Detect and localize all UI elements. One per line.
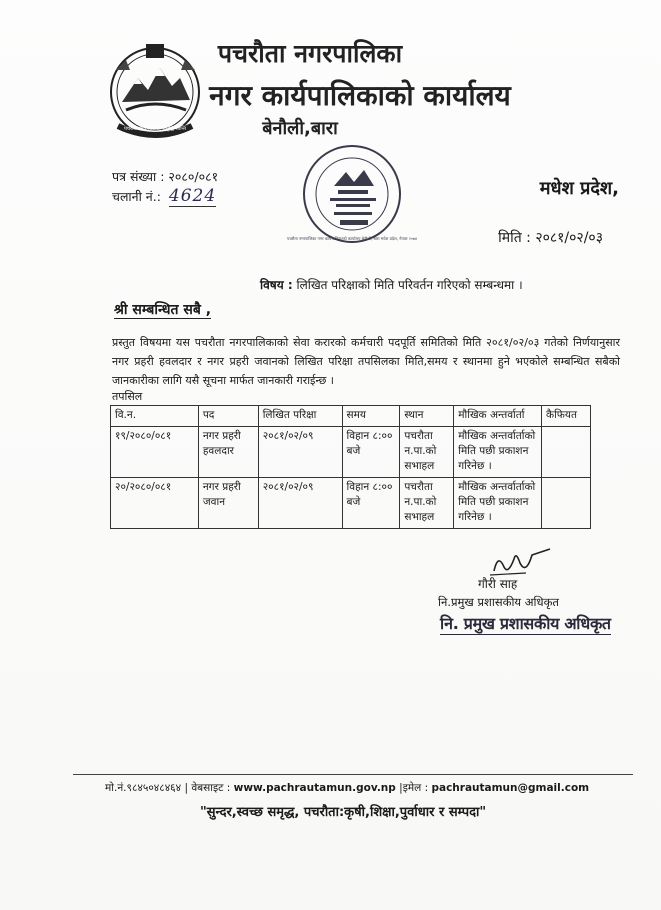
footer-email-label: इमेल : (402, 782, 429, 794)
table-cell: पचरौता न.पा.को सभाहल (400, 427, 454, 478)
table-cell: पचरौता न.पा.को सभाहल (400, 478, 454, 529)
col-header: वि.न. (111, 406, 199, 427)
exam-schedule-table (110, 405, 591, 529)
table-cell: १९/२०८०/०८१ (111, 427, 199, 478)
footer-divider (73, 774, 633, 775)
col-header: स्थान (400, 406, 454, 427)
table-row (111, 478, 591, 529)
table-cell: विहान ८:०० बजे (342, 478, 400, 529)
province-name: मधेश प्रदेश, (539, 178, 619, 199)
subject-label: विषय : (260, 278, 293, 292)
table-cell (542, 478, 591, 529)
patra-label: पत्र संख्या : (112, 169, 165, 184)
letter-date (498, 228, 603, 247)
col-header: कैफियत (542, 406, 591, 427)
body-paragraph: प्रस्तुत विषयमा यस पचरौता नगरपालिकाको सेवा करारको कर्मचारी पदपूर्ति समितिको मिति २०८१/०२/०३ गतेको निर्णयानुसार नगर प्रहरी हवलदार र नगर प्रहरी जवानको लिखित परिक्षा तपसिलका मिति,समय र स्थानमा हुने भएकोले सम्बन्धित सबैको जानकारीका लागि यसै सूचना मार्फत जानकारी गराईन्छ । (112, 336, 620, 387)
table-cell: विहान ८:०० बजे (342, 427, 400, 478)
office-location: बेनौली,बारा (262, 118, 338, 139)
col-header: समय (342, 406, 400, 427)
table-cell: २०८१/०२/०९ (258, 478, 342, 529)
table-row (111, 427, 591, 478)
footer-email: pachrautamun@gmail.com (431, 782, 590, 794)
table-cell: मौखिक अन्तर्वार्ताको मिति पछी प्रकाशन गरिनेछ । (454, 478, 542, 529)
svg-text:पचरौता नगरपालिका नगर कार्यपालि: पचरौता नगरपालिका नगर कार्यपालिकाको कार्यालय बेनौली, बारा मधेश प्रदेश, नेपाल २०७४ (286, 236, 418, 241)
table-cell: नगर प्रहरी हवलदार (198, 427, 258, 478)
municipality-name: पचरौता नगरपालिका (217, 39, 403, 68)
salutation (114, 300, 211, 319)
patra-value: २०८०/०८१ (168, 169, 219, 184)
table-cell (542, 427, 591, 478)
chalani-value: 4624 (168, 186, 217, 206)
table-cell: मौखिक अन्तर्वार्ताको मिति पछी प्रकाशन गरिनेछ । (454, 427, 542, 478)
col-header: लिखित परिक्षा (258, 406, 342, 427)
table-cell: २०/२०८०/०८१ (111, 478, 199, 529)
col-header: पद (198, 406, 258, 427)
footer-website: www.pachrautamun.gov.np (233, 782, 396, 794)
table-cell: २०८१/०२/०९ (258, 427, 342, 478)
date-label: मिति : (498, 230, 531, 246)
handwritten-signature-icon (476, 545, 556, 579)
chalani-number (112, 186, 216, 206)
chalani-label: चलानी नं.: (112, 189, 161, 204)
salutation-text: श्री सम्बन्धित सबै , (114, 302, 212, 318)
footer-motto: "सुन्दर,स्वच्छ समृद्ध, पचरौता:कृषी,शिक्षा,पुर्वाधार र सम्पदा" (200, 805, 487, 820)
table-header-row (111, 406, 591, 427)
svg-text:पचरौता नगरपालिका समृद्धि शान्त: पचरौता नगरपालिका समृद्धि शान्ति (124, 126, 186, 132)
col-header: मौखिक अन्तर्वार्ता (454, 406, 542, 427)
table-cell: नगर प्रहरी जवान (198, 478, 258, 529)
patra-sankhya (112, 168, 218, 185)
subject-line (260, 276, 523, 293)
date-value: २०८१/०२/०३ (535, 230, 603, 246)
subject-text: लिखित परिक्षाको मिति परिवर्तन गरिएको सम्बन्धमा । (296, 278, 523, 292)
official-round-stamp-icon (286, 142, 418, 246)
signatory-title: नि.प्रमुख प्रशासकीय अधिकृत (438, 595, 559, 609)
footer-phone: मो.नं.९८४५०४८४६४ (105, 782, 182, 794)
signatory-name: गौरी साह (478, 577, 518, 591)
office-name: नगर कार्यपालिकाको कार्यालय (209, 79, 511, 112)
footer-contact: मो.नं.९८४५०४८४६४ | वेबसाइट : www.pachrautamun.gov.np |इमेल : pachrautamun@gmail.com (105, 782, 590, 794)
tapsil-label: तपसिल (112, 390, 143, 403)
footer-website-label: वेबसाइट : (191, 782, 231, 794)
designation-stamp: नि. प्रमुख प्रशासकीय अधिकृत (440, 614, 611, 633)
